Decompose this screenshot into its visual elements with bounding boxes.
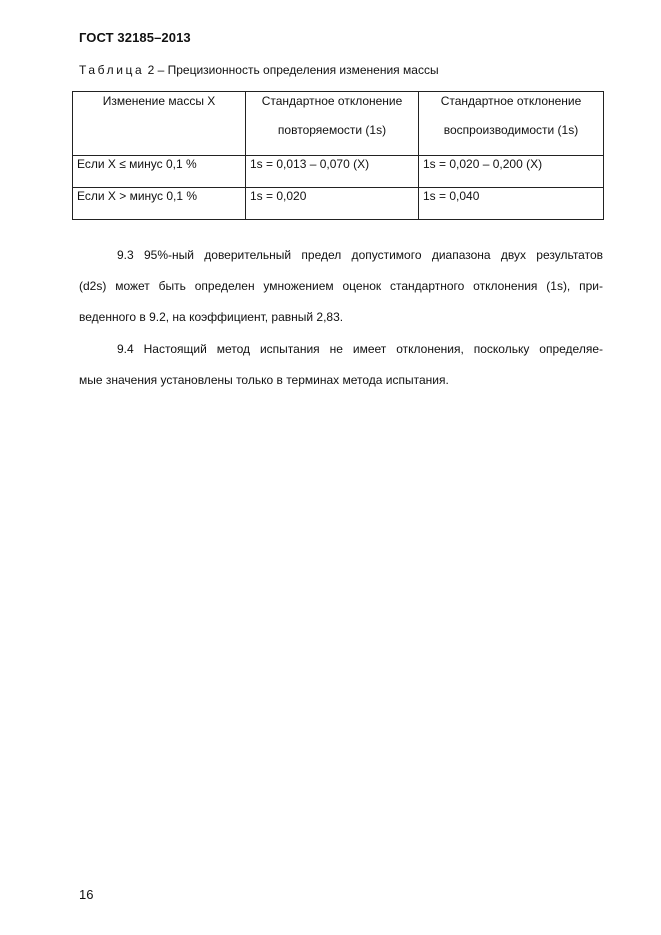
paragraph-line: 9.4 Настоящий метод испытания не имеет отклонения, поскольку определяе- [117, 342, 603, 356]
paragraph-line: веденного в 9.2, на коэффициент, равный 2,83. [79, 310, 344, 324]
table-header-row [73, 92, 604, 156]
precision-table [72, 91, 604, 220]
header-cell-text: повторяемости (1s) [277, 123, 387, 137]
paragraph-line: 9.3 95%-ный доверительный предел допустимого диапазона двух результатов [117, 248, 603, 262]
paragraph-line: (d2s) может быть определен умножением оценок стандартного отклонения (1s), при- [79, 279, 603, 293]
table-cell: 1s = 0,040 [419, 188, 604, 220]
table-row [73, 156, 604, 188]
table-caption-word: Таблица [79, 63, 145, 77]
header-cell-text: Стандартное отклонение [440, 94, 582, 108]
header-cell-text: Изменение массы X [102, 94, 216, 108]
table-cell: Если X ≤ минус 0,1 % [73, 156, 246, 188]
header-cell-text: воспроизводимости (1s) [443, 123, 579, 137]
paragraph-line: мые значения установлены только в терминах метода испытания. [79, 373, 449, 387]
table-cell: 1s = 0,013 – 0,070 (X) [246, 156, 419, 188]
header-repeatability [246, 92, 419, 156]
table-caption-text: 2 – Прецизионность определения изменения массы [144, 63, 439, 77]
paragraph-9-4 [79, 334, 603, 396]
header-cell-text: Стандартное отклонение [261, 94, 403, 108]
paragraph-9-3 [79, 240, 603, 333]
table-cell: 1s = 0,020 [246, 188, 419, 220]
table-cell: 1s = 0,020 – 0,200 (X) [419, 156, 604, 188]
page-number: 16 [79, 887, 94, 902]
table-cell: Если X > минус 0,1 % [73, 188, 246, 220]
header-reproducibility [419, 92, 604, 156]
table-row [73, 188, 604, 220]
document-code: ГОСТ 32185–2013 [79, 30, 191, 45]
header-mass-change [73, 92, 246, 156]
table-caption [79, 63, 439, 77]
